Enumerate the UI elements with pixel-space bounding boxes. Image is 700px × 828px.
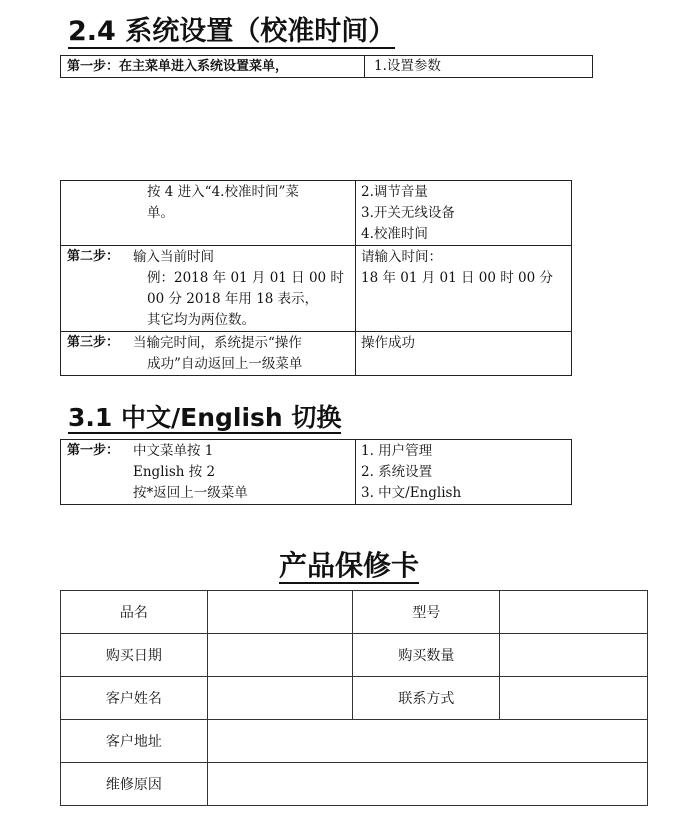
- field-product-name: [207, 591, 353, 634]
- field-customer-name: [207, 677, 353, 720]
- system-settings-table: [60, 180, 572, 376]
- label-product-name: 品名: [61, 591, 208, 634]
- section-3-1-heading: 3.1 中文/English 切换: [68, 403, 342, 432]
- field-repair-reason: [207, 763, 647, 806]
- lang-step1-line-2: English 按 2: [133, 464, 216, 480]
- step2-line-2: 例：2018 年 01 月 01 日 00 时: [147, 270, 344, 286]
- menu-item-4: 4.校准时间: [361, 226, 428, 242]
- step1-instruction: 第一步：在主菜单进入系统设置菜单，: [67, 59, 289, 74]
- step1-continued-line-1: 按 4 进入“4.校准时间”菜: [147, 184, 299, 200]
- step2-screen-line-1: 请输入时间：: [361, 249, 442, 265]
- table-row: [61, 720, 648, 763]
- table-row: [61, 677, 648, 720]
- menu-item-1-set-params: 1.设置参数: [374, 58, 441, 74]
- lang-menu-item-2: 2. 系统设置: [361, 464, 433, 480]
- step3-line-2: 成功”自动返回上一级菜单: [147, 356, 303, 372]
- label-model: 型号: [353, 591, 500, 634]
- menu-item-2: 2.调节音量: [361, 184, 428, 200]
- step2-line-1: 输入当前时间: [133, 249, 214, 265]
- language-switch-table: [60, 439, 572, 505]
- menu-item-3: 3.开关无线设备: [361, 205, 455, 221]
- warranty-card-title: 产品保修卡: [279, 549, 420, 582]
- field-purchase-date: [207, 634, 353, 677]
- step2-line-3: 00 分 2018 年用 18 表示，: [147, 291, 319, 307]
- label-purchase-quantity: 购买数量: [353, 634, 500, 677]
- label-customer-address: 客户地址: [61, 720, 208, 763]
- lang-step1-line-3: 按*返回上一级菜单: [133, 485, 248, 501]
- lang-step1-label: 第一步：: [67, 443, 120, 458]
- lang-menu-item-1: 1. 用户管理: [361, 443, 433, 459]
- step3-screen-line-1: 操作成功: [361, 335, 415, 351]
- label-contact: 联系方式: [353, 677, 500, 720]
- section-2-4-heading: 2.4 系统设置（校准时间）: [68, 16, 396, 47]
- step3-label: 第三步：: [67, 335, 120, 350]
- label-purchase-date: 购买日期: [61, 634, 208, 677]
- label-repair-reason: 维修原因: [61, 763, 208, 806]
- field-purchase-quantity: [500, 634, 648, 677]
- field-model: [500, 591, 648, 634]
- step2-line-4: 其它均为两位数。: [147, 312, 255, 328]
- system-settings-step1-table: [60, 55, 593, 78]
- step1-continued-line-2: 单。: [147, 205, 174, 221]
- step2-label: 第二步：: [67, 249, 120, 264]
- label-customer-name: 客户姓名: [61, 677, 208, 720]
- lang-step1-line-1: 中文菜单按 1: [133, 443, 214, 459]
- step3-line-1: 当输完时间，系统提示“操作: [133, 335, 302, 351]
- table-row: [61, 591, 648, 634]
- field-customer-address: [207, 720, 647, 763]
- warranty-card-table: [60, 590, 648, 806]
- lang-menu-item-3: 3. 中文/English: [361, 485, 462, 501]
- table-row: [61, 763, 648, 806]
- step2-screen-line-2: 18 年 01 月 01 日 00 时 00 分: [361, 270, 554, 286]
- field-contact: [500, 677, 648, 720]
- table-row: [61, 634, 648, 677]
